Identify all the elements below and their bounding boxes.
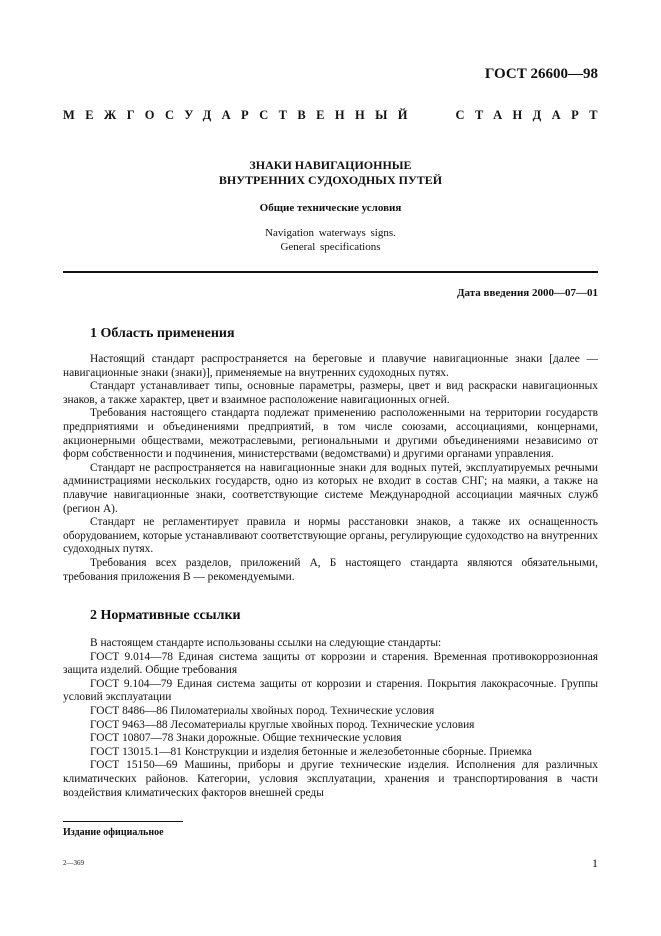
interstate-standard-banner [63,108,608,123]
title-block [63,158,598,254]
reference-item: ГОСТ 8486—86 Пиломатериалы хвойных пород. Технические условия [90,704,435,717]
edition-label: Издание официальное [63,827,164,838]
section-1-body [63,353,598,584]
section-2-body [63,637,598,800]
paragraph: Настоящий стандарт распространяется на береговые и плавучие навигационные знаки [далее — навигационные знаки (знаки)], применяемые на внутренних судоходных путях. [63,353,598,379]
section-1-heading: 1 Область применения [90,326,235,341]
print-code: 2—369 [63,859,84,867]
page-number: 1 [592,856,598,870]
reference-item: ГОСТ 10807—78 Знаки дорожные. Общие технические условия [90,732,402,745]
interstate-word: МЕЖГОСУДАРСТВЕННЫЙ [63,108,418,122]
title-line-2: ВНУТРЕННИХ СУДОХОДНЫХ ПУТЕЙ [218,173,443,187]
english-title [63,227,598,254]
section-2-heading: 2 Нормативные ссылки [90,608,241,623]
reference-item: ГОСТ 15150—69 Машины, приборы и другие технические изделия. Исполнения для различных климатических районов. Категории, условия эксплуатации, хранения и транспортирования в части воздействия климатических факторов внешней среды [63,759,598,799]
english-title-line-2: General specifications [280,240,381,253]
reference-item: ГОСТ 9.014—78 Единая система защиты от коррозии и старения. Временная противокоррозионная защита изделий. Общие требования [63,650,598,677]
effective-date: Дата введения 2000—07—01 [456,287,598,299]
footer-divider [63,821,183,822]
title-line-1: ЗНАКИ НАВИГАЦИОННЫЕ [249,158,412,172]
paragraph: Стандарт не регламентирует правила и нормы расстановки знаков, а также их оснащенность оборудованием, которые устанавливают соответствующие органы, регулирующие судоходство на внутренних судоходных путях. [63,516,598,556]
paragraph: Требования всех разделов, приложений А, Б настоящего стандарта являются обязательными, требования приложения В — рекомендуемыми. [63,556,598,583]
paragraph: В настоящем стандарте использованы ссылки на следующие стандарты: [90,637,442,649]
english-title-line-1: Navigation waterways signs. [265,227,396,239]
title-divider [63,271,598,273]
gost-code: ГОСТ 26600—98 [484,66,598,82]
reference-item: ГОСТ 13015.1—81 Конструкции и изделия бетонные и железобетонные сборные. Приемка [90,745,532,758]
standard-word: СТАНДАРТ [455,108,608,122]
document-title [63,158,598,188]
reference-item: ГОСТ 9.104—79 Единая система защиты от коррозии и старения. Покрытия лакокрасочные. Группы условий эксплуатации [63,677,598,704]
document-subtitle: Общие технические условия [259,202,402,214]
paragraph: Требования настоящего стандарта подлежат применению расположенными на территории государств предприятиями и объединениями предприятий, в том числе союзами, ассоциациями, концернами, акционерными обществами, межотраслевыми, региональными и другими объединениями независимо от форм собственности и подчинения, министерствами (ведомствами) и другими органами управления. [63,407,598,461]
paragraph: Стандарт устанавливает типы, основные параметры, размеры, цвет и вид раскраски навигационных знаков, а также характер, цвет и взаимное расположение навигационных огней. [63,380,598,406]
paragraph: Стандарт не распространяется на навигационные знаки для водных путей, эксплуатируемых речными администрациями нескольких государств, одно из которых не входит в состав СНГ; на маяки, а также на плавучие навигационные знаки, соответствующие системе Международной ассоциации маячных служб (регион А). [63,461,598,515]
reference-item: ГОСТ 9463—88 Лесоматериалы круглые хвойных пород. Технические условия [90,718,475,731]
